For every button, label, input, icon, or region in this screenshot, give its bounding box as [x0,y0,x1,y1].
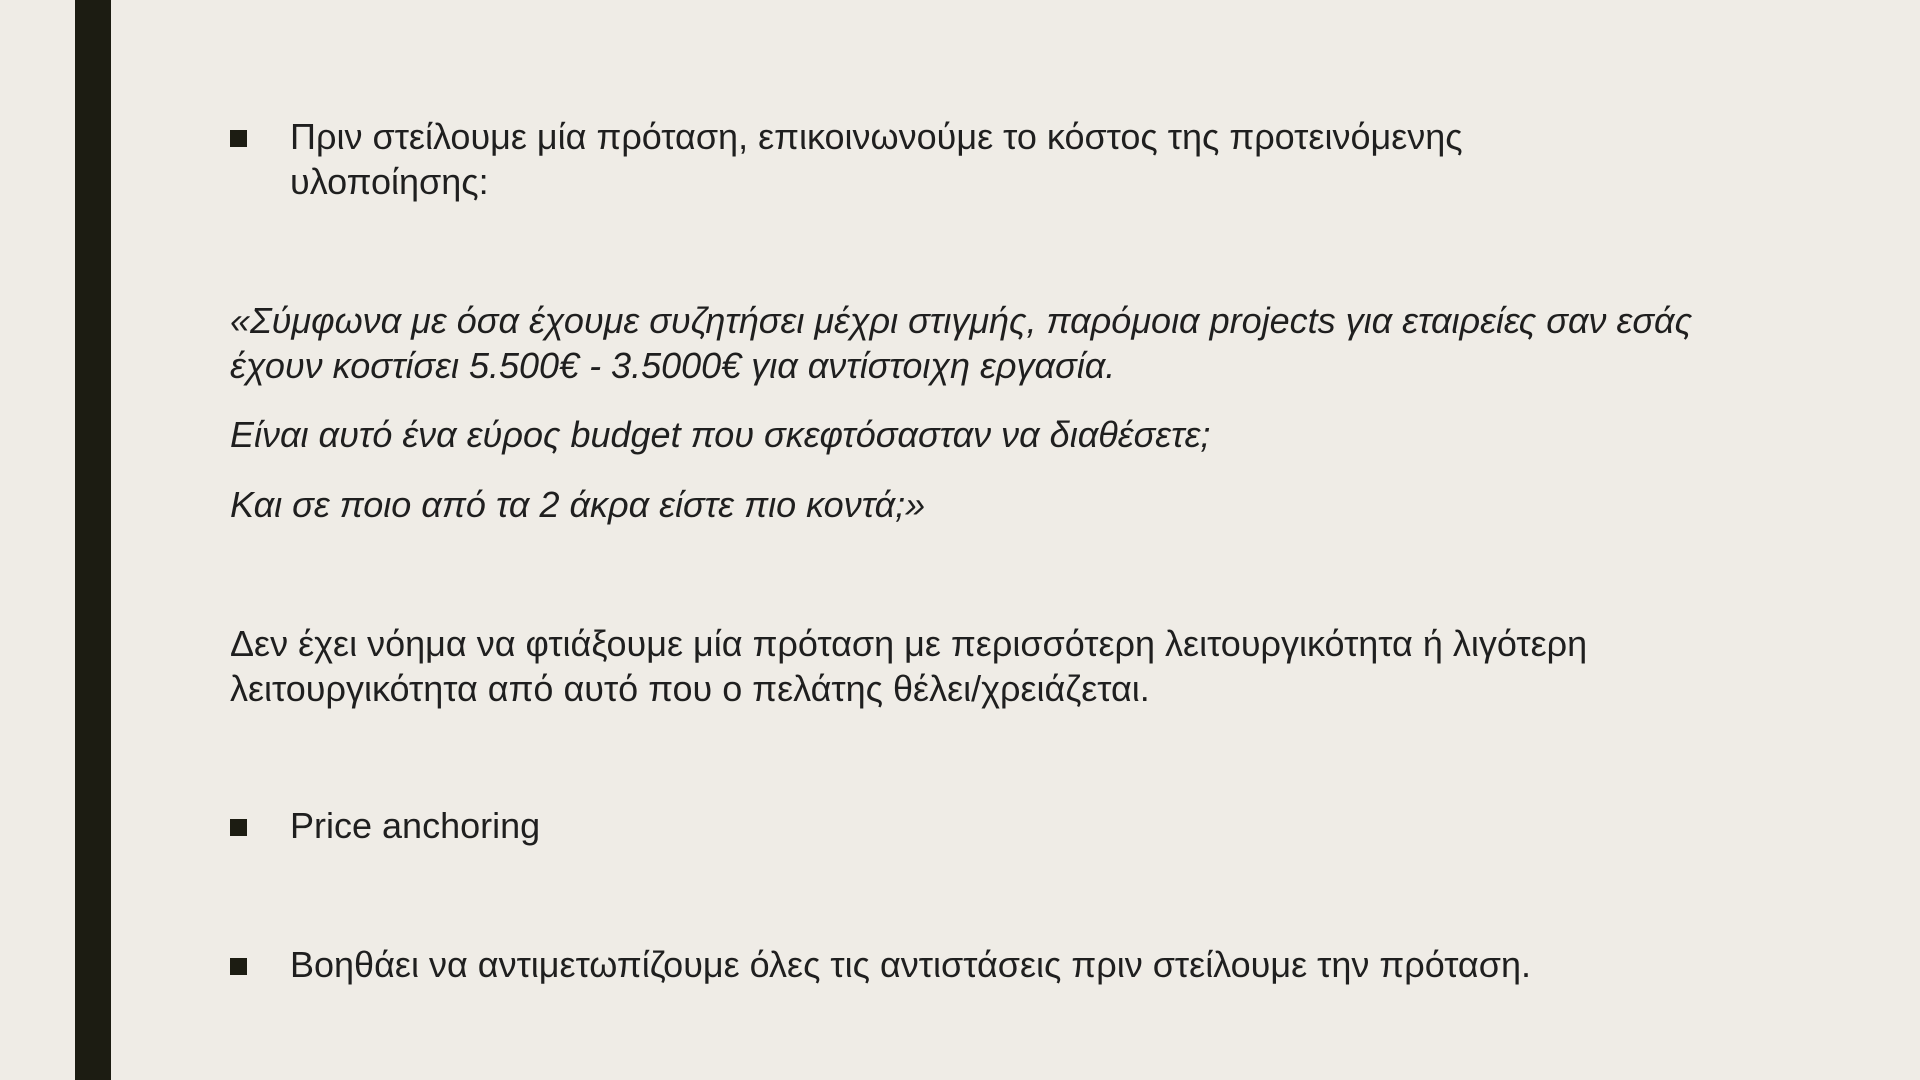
square-bullet-icon [230,958,247,975]
bullet-item-objections [230,942,1590,987]
quote-line-2: Είναι αυτό ένα εύρος budget που σκεφτόσασταν να διαθέσετε; [230,414,1211,455]
square-bullet-icon [230,130,247,147]
bullet-item-price-anchoring [230,803,1590,848]
bullet-item-cost [230,114,1590,204]
left-accent-bar [75,0,111,1080]
slide-content [230,0,1730,1080]
bullet-text: Price anchoring [290,805,541,846]
body-paragraph: Δεν έχει νόημα να φτιάξουμε μία πρόταση με περισσότερη λειτουργικότητα ή λιγότερη λειτουργικότητα από αυτό που ο πελάτης θέλει/χρειάζεται. [230,623,1588,709]
bullet-text: Πριν στείλουμε μία πρόταση, επικοινωνούμε το κόστος της προτεινόμενης υλοποίησης: [290,116,1463,202]
quote-line-3: Και σε ποιο από τα 2 άκρα είστε πιο κοντά;» [230,484,926,525]
bullet-text: Βοηθάει να αντιμετωπίζουμε όλες τις αντιστάσεις πριν στείλουμε την πρόταση. [290,944,1531,985]
square-bullet-icon [230,819,247,836]
quote-line-1: «Σύμφωνα με όσα έχουμε συζητήσει μέχρι στιγμής, παρόμοια projects για εταιρείες σαν εσάς έχουν κοστίσει 5.500€ - 3.5000€ για αντίστοιχη εργασία. [230,300,1693,386]
